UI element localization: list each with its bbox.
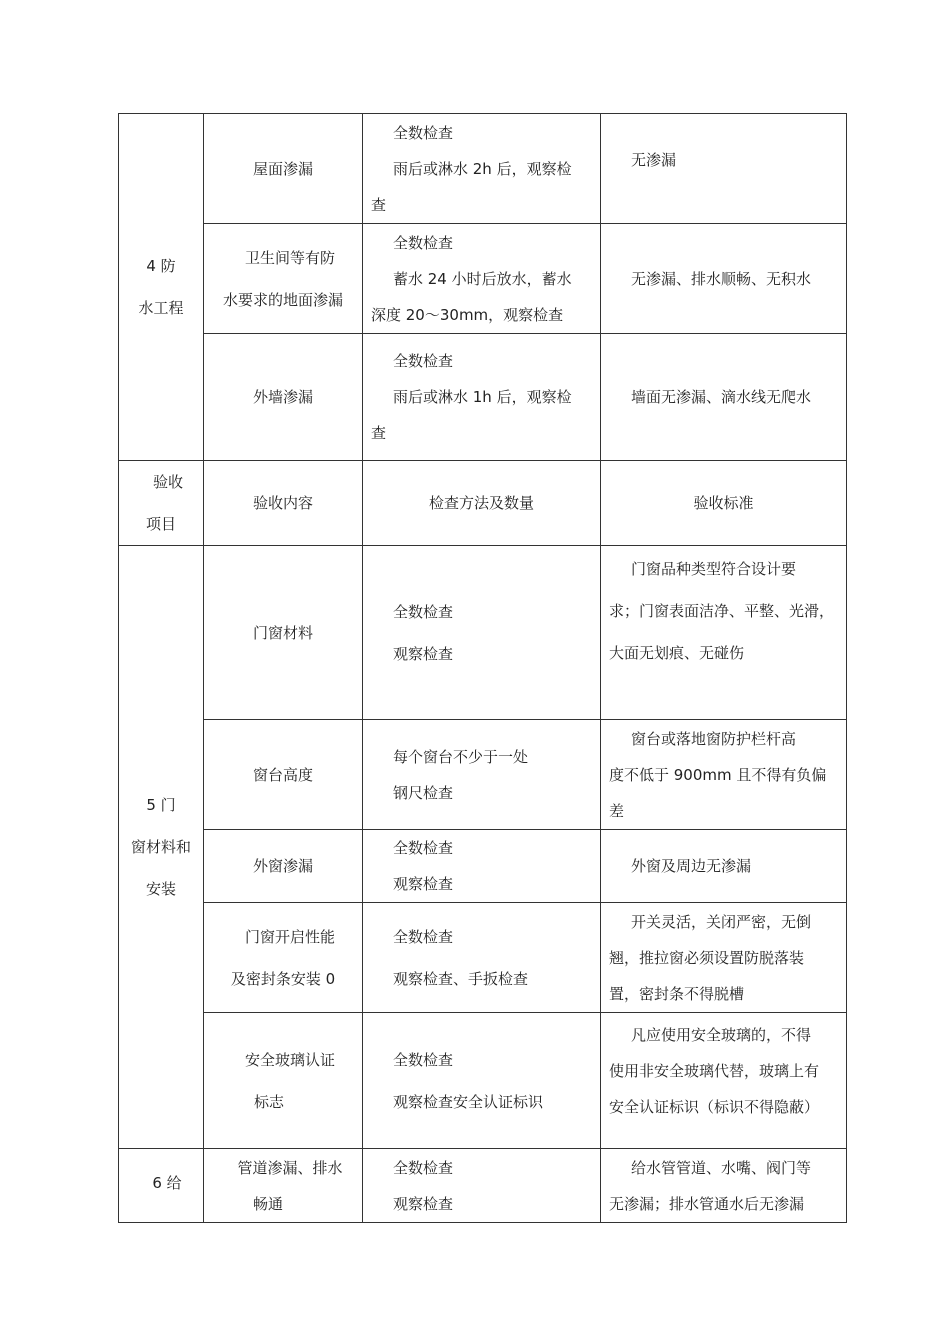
method-text: 观察检查 xyxy=(393,1194,454,1213)
standard-text: 给水管管道、水嘴、阀门等 xyxy=(631,1158,812,1177)
standard-text: 无渗漏、排水顺畅、无积水 xyxy=(631,269,812,288)
group-label-line: 窗材料和 xyxy=(130,838,191,856)
standard-cell xyxy=(601,1149,847,1223)
standard-text: 度不低于 900mm 且不得有负偏 xyxy=(609,765,827,784)
content-text: 门窗材料 xyxy=(252,623,313,642)
standard-text: 使用非安全玻璃代替，玻璃上有 xyxy=(609,1062,820,1080)
standard-cell xyxy=(601,830,847,903)
method-cell xyxy=(363,546,601,720)
content-text: 门窗开启性能 xyxy=(244,927,335,946)
method-text: 观察检查、手扳检查 xyxy=(393,969,529,988)
method-cell xyxy=(363,903,601,1013)
header-text: 验收内容 xyxy=(252,494,313,512)
header-standard xyxy=(601,461,847,546)
standard-text: 外窗及周边无渗漏 xyxy=(631,857,752,875)
table-row xyxy=(119,1149,847,1223)
table-row xyxy=(119,720,847,830)
content-text: 外墙渗漏 xyxy=(252,388,313,406)
content-text: 水要求的地面渗漏 xyxy=(222,290,343,309)
group-label xyxy=(119,546,204,1149)
content-cell xyxy=(204,1149,363,1223)
method-cell xyxy=(363,720,601,830)
standard-text: 置，密封条不得脱槽 xyxy=(609,984,745,1003)
content-cell xyxy=(204,903,363,1013)
header-text: 验收 xyxy=(152,473,183,491)
header-content xyxy=(204,461,363,546)
method-text: 查 xyxy=(371,195,387,214)
content-cell xyxy=(204,720,363,830)
group-label xyxy=(119,114,204,461)
group-label-line: 6 给 xyxy=(152,1174,182,1192)
method-text: 深度 20～30mm，观察检查 xyxy=(371,305,564,324)
table-row xyxy=(119,224,847,334)
table-row xyxy=(119,830,847,903)
method-text: 蓄水 24 小时后放水，蓄水 xyxy=(393,269,572,288)
standard-text: 墙面无渗漏、滴水线无爬水 xyxy=(631,388,812,406)
content-cell xyxy=(204,114,363,224)
content-cell xyxy=(204,1013,363,1149)
content-text: 安全玻璃认证 xyxy=(244,1050,335,1069)
content-text: 屋面渗漏 xyxy=(252,159,313,178)
standard-text: 无渗漏 xyxy=(631,151,677,169)
standard-text: 大面无划痕、无碰伤 xyxy=(609,644,745,662)
method-cell xyxy=(363,114,601,224)
method-text: 全数检查 xyxy=(393,123,454,142)
standard-text: 开关灵活，关闭严密，无倒 xyxy=(631,912,812,931)
content-text: 管道渗漏、排水 xyxy=(237,1158,343,1177)
standard-cell xyxy=(601,546,847,720)
header-method xyxy=(363,461,601,546)
method-text: 全数检查 xyxy=(393,602,454,621)
group-label xyxy=(119,1149,204,1223)
standard-cell xyxy=(601,720,847,830)
method-text: 全数检查 xyxy=(393,233,454,252)
method-cell xyxy=(363,224,601,334)
standard-text: 窗台或落地窗防护栏杆高 xyxy=(631,729,797,748)
standard-cell xyxy=(601,903,847,1013)
method-text: 全数检查 xyxy=(393,927,454,946)
header-item xyxy=(119,461,204,546)
standard-text: 门窗品种类型符合设计要 xyxy=(631,560,797,578)
group-label-line: 4 防 xyxy=(146,257,176,275)
method-text: 每个窗台不少于一处 xyxy=(393,747,529,766)
content-text: 卫生间等有防 xyxy=(244,248,335,267)
header-row xyxy=(119,461,847,546)
standard-text: 翘，推拉窗必须设置防脱落装 xyxy=(609,948,805,967)
standard-text: 差 xyxy=(609,801,625,820)
standard-text: 无渗漏；排水管通水后无渗漏 xyxy=(609,1194,805,1213)
content-text: 窗台高度 xyxy=(252,765,313,784)
content-cell xyxy=(204,830,363,903)
content-cell xyxy=(204,224,363,334)
standard-cell xyxy=(601,334,847,461)
table-row xyxy=(119,903,847,1013)
method-text: 全数检查 xyxy=(393,352,454,370)
content-cell xyxy=(204,334,363,461)
header-text: 验收标准 xyxy=(693,494,754,512)
method-text: 全数检查 xyxy=(393,1158,454,1177)
method-cell xyxy=(363,334,601,461)
method-text: 全数检查 xyxy=(393,839,454,857)
method-text: 钢尺检查 xyxy=(393,783,454,802)
header-text: 项目 xyxy=(145,515,176,533)
method-text: 观察检查 xyxy=(393,875,454,893)
group-label-line: 水工程 xyxy=(138,299,184,317)
header-text: 检查方法及数量 xyxy=(428,494,534,512)
content-text: 畅通 xyxy=(252,1194,283,1213)
standard-text: 凡应使用安全玻璃的，不得 xyxy=(631,1026,812,1044)
group-label-line: 安装 xyxy=(145,880,176,898)
table-row xyxy=(119,1013,847,1149)
method-cell xyxy=(363,1013,601,1149)
method-text: 雨后或淋水 1h 后，观察检 xyxy=(393,388,572,406)
acceptance-table xyxy=(118,113,847,1223)
method-text: 查 xyxy=(371,424,387,442)
table-row xyxy=(119,334,847,461)
method-cell xyxy=(363,830,601,903)
standard-text: 安全认证标识（标识不得隐蔽） xyxy=(609,1098,820,1116)
method-text: 雨后或淋水 2h 后，观察检 xyxy=(393,159,572,178)
standard-text: 求；门窗表面洁净、平整、光滑， xyxy=(609,602,835,620)
standard-cell xyxy=(601,1013,847,1149)
method-cell xyxy=(363,1149,601,1223)
table-row xyxy=(119,114,847,224)
method-text: 观察检查安全认证标识 xyxy=(393,1092,544,1111)
standard-cell xyxy=(601,114,847,224)
content-cell xyxy=(204,546,363,720)
content-text: 及密封条安装 0 xyxy=(230,969,336,988)
table-row xyxy=(119,546,847,720)
method-text: 全数检查 xyxy=(393,1050,454,1069)
group-label-line: 5 门 xyxy=(146,796,176,814)
content-text: 标志 xyxy=(253,1092,284,1111)
standard-cell xyxy=(601,224,847,334)
content-text: 外窗渗漏 xyxy=(252,857,313,875)
method-text: 观察检查 xyxy=(393,644,454,663)
